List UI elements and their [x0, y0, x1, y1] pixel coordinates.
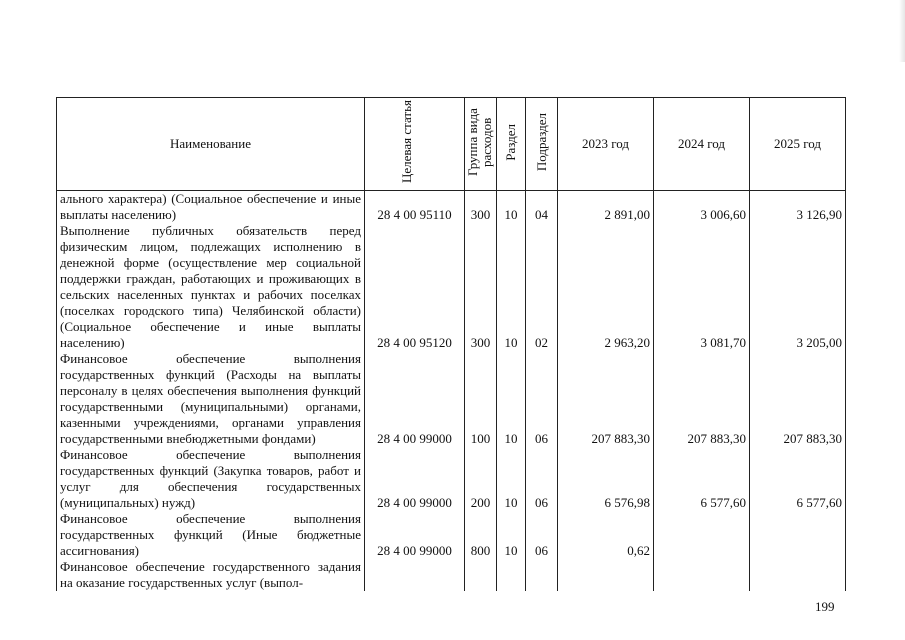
row-subsection: 06	[526, 511, 558, 559]
row-section: 10	[497, 511, 526, 559]
row-2024	[654, 559, 750, 591]
row-2025: 3 126,90	[750, 191, 846, 224]
row-name: Финансовое обеспечение государственного задания на оказание государственных услуг (выпол-	[57, 559, 365, 591]
row-subsection: 06	[526, 447, 558, 511]
header-year-2023: 2023 год	[558, 98, 654, 191]
table-row	[57, 351, 846, 447]
row-subsection: 02	[526, 223, 558, 351]
row-group: 300	[465, 223, 497, 351]
row-name: Выполнение публичных обязательств перед физическим лицом, подлежащих исполнению в денежной форме (осуществление мер социальной поддержки граждан, работающих и проживающих в сельских населенных пунктах и рабочих поселках (поселках городского типа) Челябинской области) (Социальное обеспечение и иные выплаты населению)	[57, 223, 365, 351]
table-row	[57, 447, 846, 511]
header-article: Целевая статья	[365, 98, 465, 191]
header-year-2025: 2025 год	[750, 98, 846, 191]
row-2025: 207 883,30	[750, 351, 846, 447]
row-2023: 6 576,98	[558, 447, 654, 511]
row-2024: 207 883,30	[654, 351, 750, 447]
row-2024	[654, 511, 750, 559]
row-name: Финансовое обеспечение выполнения государственных функций (Расходы на выплаты персоналу в целях обеспечения выполнения функций государственными (муниципальными) органами, казенными учреждениями, органами управления государственными внебюджетными фондами)	[57, 351, 365, 447]
budget-table	[56, 97, 846, 591]
row-subsection	[526, 559, 558, 591]
row-2025	[750, 511, 846, 559]
row-2025	[750, 559, 846, 591]
row-group: 300	[465, 191, 497, 224]
header-year-2024: 2024 год	[654, 98, 750, 191]
row-subsection: 06	[526, 351, 558, 447]
scan-edge-shadow	[899, 0, 905, 62]
row-section: 10	[497, 191, 526, 224]
row-group	[465, 559, 497, 591]
header-name: Наименование	[57, 98, 365, 191]
row-article: 28 4 00 95120	[365, 223, 465, 351]
row-2024: 6 577,60	[654, 447, 750, 511]
row-article: 28 4 00 99000	[365, 511, 465, 559]
row-section: 10	[497, 223, 526, 351]
row-name: Финансовое обеспечение выполнения государственных функций (Иные бюджетные ассигнования)	[57, 511, 365, 559]
row-2024: 3 006,60	[654, 191, 750, 224]
row-section: 10	[497, 351, 526, 447]
row-2024: 3 081,70	[654, 223, 750, 351]
table-row	[57, 191, 846, 224]
row-2023: 0,62	[558, 511, 654, 559]
header-group: Группа вида расходов	[465, 98, 497, 191]
row-2023: 2 891,00	[558, 191, 654, 224]
table-row	[57, 223, 846, 351]
header-subsection: Подраздел	[526, 98, 558, 191]
row-group: 800	[465, 511, 497, 559]
row-group: 200	[465, 447, 497, 511]
row-2025: 6 577,60	[750, 447, 846, 511]
row-2023: 207 883,30	[558, 351, 654, 447]
row-2023: 2 963,20	[558, 223, 654, 351]
table-row	[57, 511, 846, 559]
row-2023	[558, 559, 654, 591]
row-article	[365, 559, 465, 591]
page-number: 199	[815, 599, 835, 614]
row-2025: 3 205,00	[750, 223, 846, 351]
row-section: 10	[497, 447, 526, 511]
row-name: ального характера) (Социальное обеспечение и иные выплаты населению)	[57, 191, 365, 224]
row-section	[497, 559, 526, 591]
row-article: 28 4 00 95110	[365, 191, 465, 224]
row-article: 28 4 00 99000	[365, 447, 465, 511]
table-row	[57, 559, 846, 591]
row-name: Финансовое обеспечение выполнения государственных функций (Закупка товаров, работ и услуг для обеспечения государственных (муниципальных) нужд)	[57, 447, 365, 511]
row-group: 100	[465, 351, 497, 447]
row-subsection: 04	[526, 191, 558, 224]
header-section: Раздел	[497, 98, 526, 191]
table-header-row	[57, 98, 846, 191]
row-article: 28 4 00 99000	[365, 351, 465, 447]
